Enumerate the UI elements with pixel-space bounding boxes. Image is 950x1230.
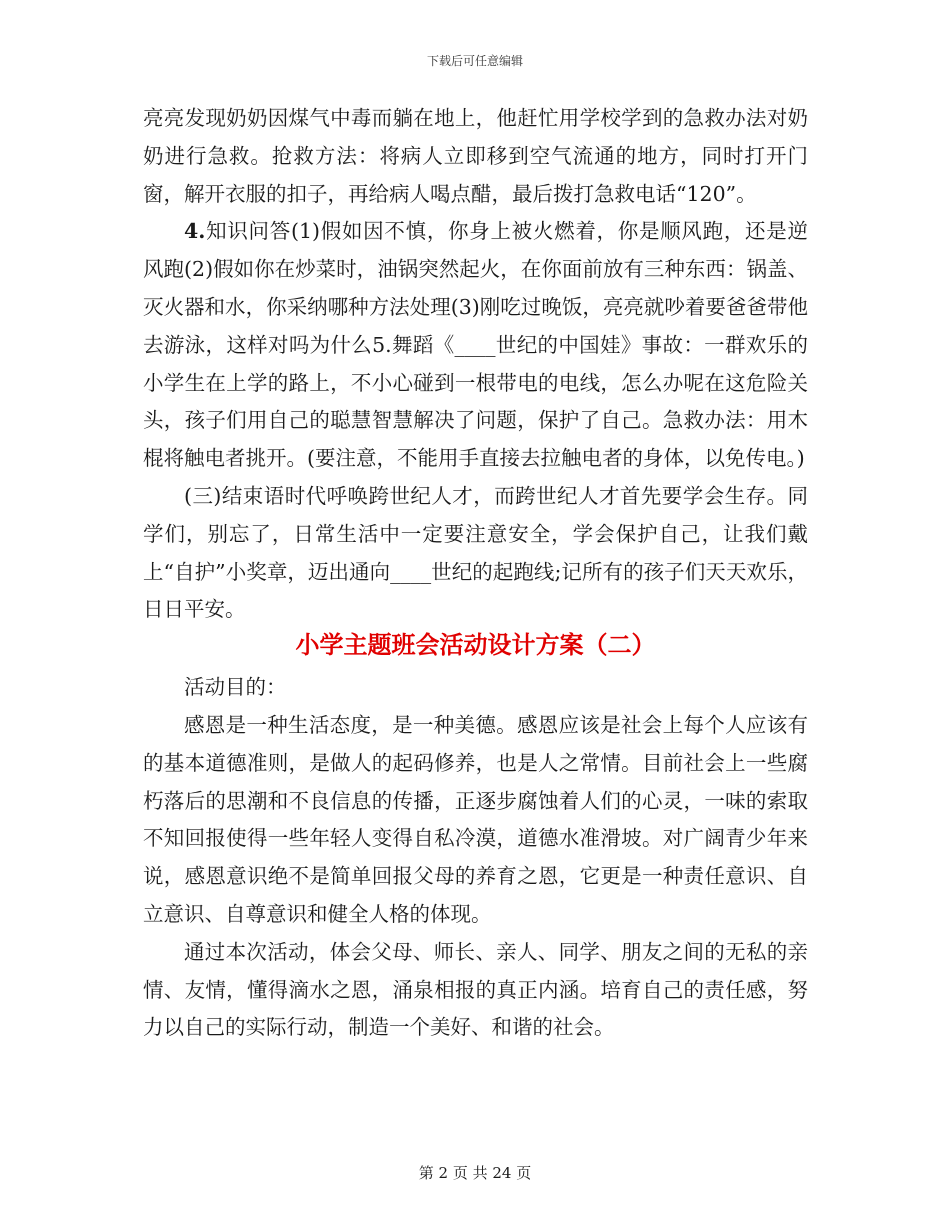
section-title: 小学主题班会活动设计方案（二） bbox=[295, 630, 656, 660]
paragraph-knowledge-quiz bbox=[143, 213, 808, 478]
paragraph-closing: (三)结束语时代呼唤跨世纪人才，而跨世纪人才首先要学会生存。同学们，别忘了，日常生活中一定要注意安全，学会保护自己，让我们戴上“自护”小奖章，迈出通向____世纪的起跑线;记所有的孩子们天天欢乐，日日平安。 bbox=[143, 483, 808, 622]
paragraph-activity-goal: 通过本次活动，体会父母、师长、亲人、同学、朋友之间的无私的亲情、友情，懂得滴水之恩，涌泉相报的真正内涵。培育自己的责任感，努力以自己的实际行动，制造一个美好、和谐的社会。 bbox=[143, 939, 808, 1040]
document-body bbox=[143, 100, 808, 1047]
paragraph-first-aid-gas: 亮亮发现奶奶因煤气中毒而躺在地上，他赶忙用学校学到的急救办法对奶奶进行急救。抢救方法：将病人立即移到空气流通的地方，同时打开门窗，解开衣服的扣子，再给病人喝点醋，最后拨打急救电话“120”。 bbox=[143, 106, 808, 206]
page-footer: 第 2 页 共 24 页 bbox=[418, 1164, 532, 1182]
paragraph-activity-purpose-label: 活动目的： bbox=[184, 675, 287, 700]
item-number: 4. bbox=[184, 219, 206, 244]
page-header: 下载后可任意编辑 bbox=[426, 54, 523, 68]
paragraph-knowledge-quiz-text: 知识问答(1)假如因不慎，你身上被火燃着，你是顺风跑，还是逆风跑(2)假如你在炒菜时，油锅突然起火，在你面前放有三种东西：锅盖、灭火器和水，你采纳哪种方法处理(3)刚吃过晚饭，亮亮就吵着要爸爸带他去游泳，这样对吗为什么5.舞蹈《____世纪的中国娃》事故：一群欢乐的小学生在上学的路上，不小心碰到一根带电的电线，怎么办呢在这危险关头，孩子们用自己的聪慧智慧解决了问题，保护了自己。急救办法：用木棍将触电者挑开。(要注意，不能用手直接去拉触电者的身体，以免传电。) bbox=[143, 219, 808, 471]
paragraph-gratitude: 感恩是一种生活态度，是一种美德。感恩应该是社会上每个人应该有的基本道德准则，是做人的起码修养，也是人之常情。目前社会上一些腐朽落后的思潮和不良信息的传播，正逐步腐蚀着人们的心灵，一味的索取不知回报使得一些年轻人变得自私冷漠，道德水准滑坡。对广阔青少年来说，感恩意识绝不是简单回报父母的养育之恩，它更是一种责任意识、自立意识、自尊意识和健全人格的体现。 bbox=[143, 712, 808, 926]
